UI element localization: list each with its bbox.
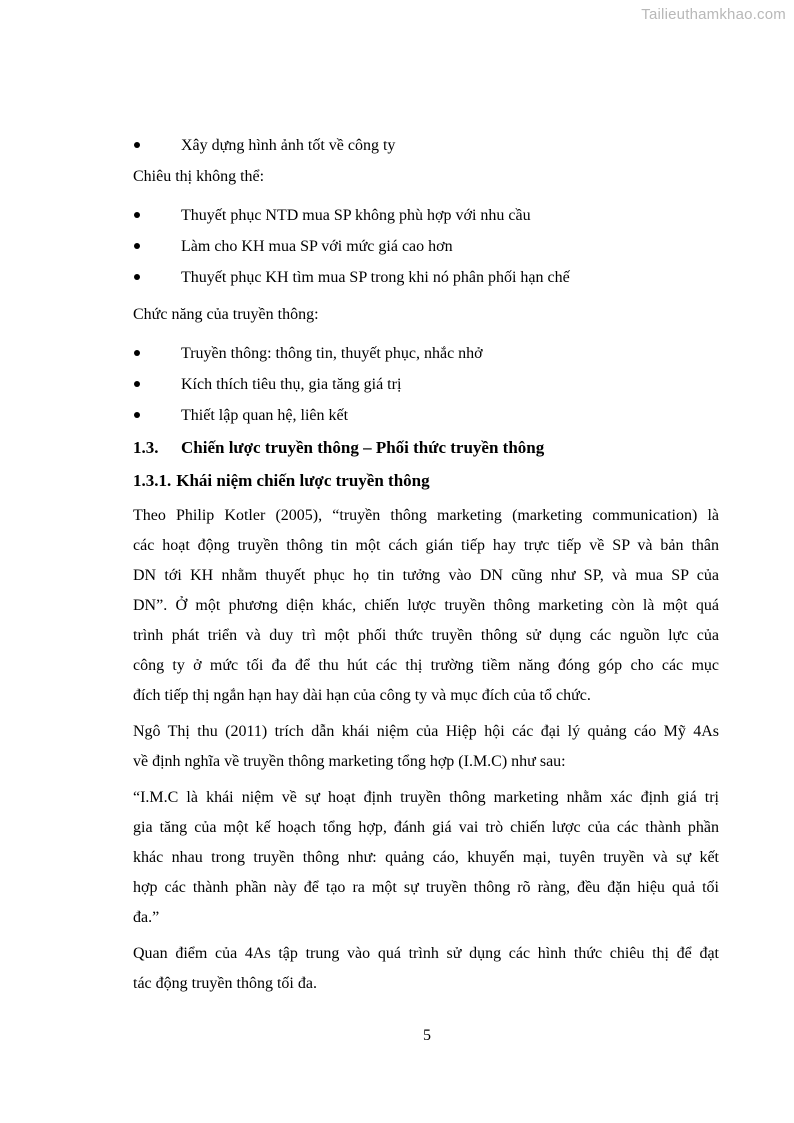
bullet-icon <box>134 381 140 387</box>
section-label-functions: Chức năng của truyền thông: <box>133 306 319 323</box>
list-item <box>133 338 719 369</box>
paragraph-line: các hoạt động truyền thông tin một cách gián tiếp hay trực tiếp về SP và bản thân <box>133 537 719 554</box>
bullet-icon <box>134 274 140 280</box>
document-page <box>133 130 719 999</box>
paragraph-4as-view <box>133 939 719 999</box>
section-number: 1.3. <box>133 438 159 457</box>
section-label-cannot: Chiêu thị không thể: <box>133 168 265 185</box>
paragraph-line: công ty ở mức tối đa để thu hút các thị trường tiềm năng đóng góp cho các mục <box>133 657 719 674</box>
bullet-icon <box>134 243 140 249</box>
page-number: 5 <box>423 1027 431 1044</box>
quote-line: đa.” <box>133 909 160 926</box>
list-item <box>133 369 719 400</box>
paragraph-kotler <box>133 501 719 711</box>
quote-line: khác nhau trong truyền thông như: quảng cáo, khuyến mại, tuyên truyền và sự kết <box>133 849 719 866</box>
paragraph-line: về định nghĩa về truyền thông marketing tổng hợp (I.M.C) như sau: <box>133 753 566 770</box>
bullet-icon <box>134 350 140 356</box>
paragraph-line: DN tới KH nhằm thuyết phục họ tin tưởng vào DN cũng như SP, và mua SP của <box>133 567 719 584</box>
paragraph-4as-intro <box>133 717 719 777</box>
list-item <box>133 400 719 431</box>
paragraph-line: trình phát triển và duy trì một phối thức truyền thông sử dụng các nguồn lực của <box>133 627 719 644</box>
paragraph-line: DN”. Ở một phương diện khác, chiến lược truyền thông marketing còn là một quá <box>133 597 719 614</box>
list-item-text: Thuyết phục KH tìm mua SP trong khi nó phân phối hạn chế <box>181 269 570 286</box>
list-item-text: Truyền thông: thông tin, thuyết phục, nhắc nhở <box>181 345 483 362</box>
subsection-title: Khái niệm chiến lược truyền thông <box>176 471 430 490</box>
section-title: Chiến lược truyền thông – Phối thức truyền thông <box>181 438 545 457</box>
quote-line: hợp các thành phần này để tạo ra một sự truyền thông rõ ràng, đều đặn hiệu quả tối <box>133 879 719 896</box>
bullet-icon <box>134 412 140 418</box>
subsection-heading <box>133 464 719 497</box>
list-item-text: Thuyết phục NTD mua SP không phù hợp với nhu cầu <box>181 207 531 224</box>
bullet-icon <box>134 142 140 148</box>
list-item-text: Kích thích tiêu thụ, gia tăng giá trị <box>181 376 402 393</box>
paragraph-line: tác động truyền thông tối đa. <box>133 975 317 992</box>
watermark: Tailieuthamkhao.com <box>641 6 786 23</box>
paragraph-line: Quan điểm của 4As tập trung vào quá trình sử dụng các hình thức chiêu thị để đạt <box>133 945 719 962</box>
subsection-number: 1.3.1. <box>133 471 172 490</box>
quote-imc <box>133 783 719 933</box>
list-item-text: Làm cho KH mua SP với mức giá cao hơn <box>181 238 453 255</box>
paragraph-line: Ngô Thị thu (2011) trích dẫn khái niệm của Hiệp hội các đại lý quảng cáo Mỹ 4As <box>133 723 719 740</box>
quote-line: “I.M.C là khái niệm về sự hoạt định truyền thông marketing nhằm xác định giá trị <box>133 789 719 806</box>
list-item <box>133 200 719 231</box>
paragraph-line: đích tiếp thị ngắn hạn hay dài hạn của công ty và mục đích của tổ chức. <box>133 687 591 704</box>
quote-line: gia tăng của một kế hoạch tổng hợp, đánh giá vai trò chiến lược của các thành phần <box>133 819 719 836</box>
list-item-text: Xây dựng hình ảnh tốt về công ty <box>181 137 396 154</box>
list-item-text: Thiết lập quan hệ, liên kết <box>181 407 349 424</box>
list-item <box>133 130 719 161</box>
bullet-icon <box>134 212 140 218</box>
section-heading <box>133 431 719 464</box>
paragraph-line: Theo Philip Kotler (2005), “truyền thông marketing (marketing communication) là <box>133 507 719 524</box>
list-item <box>133 262 719 293</box>
list-item <box>133 231 719 262</box>
